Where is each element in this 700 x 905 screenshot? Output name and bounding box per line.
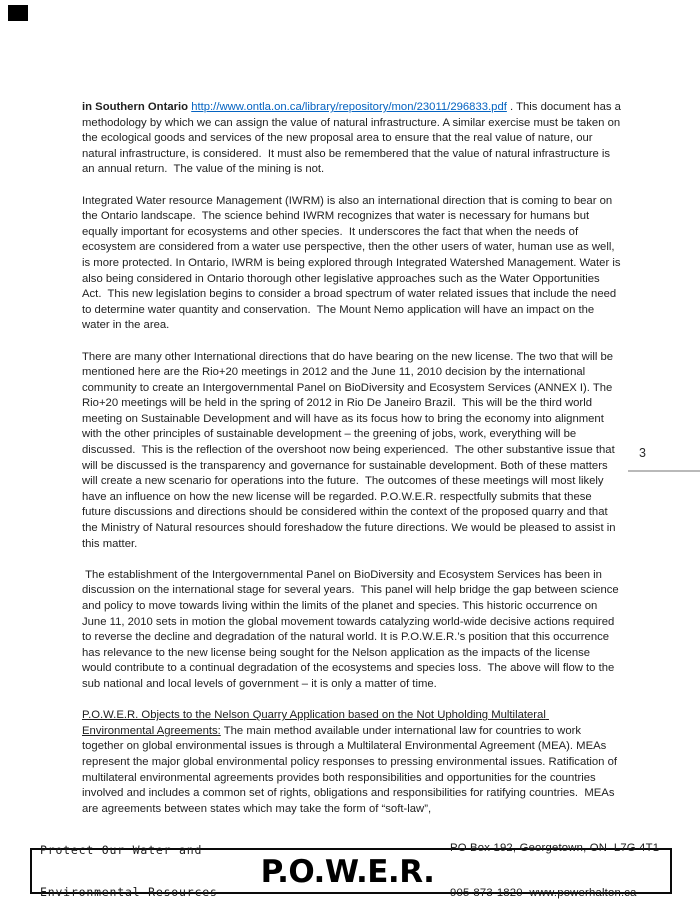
footer-tagline-line2: Environmental Resources <box>40 885 218 899</box>
page-number: 3 <box>639 446 646 460</box>
footer-phone-website-line: 905·873·1820 www.powerhalton.ca <box>450 887 637 899</box>
paragraph-text: The establishment of the Intergovernmental Panel on BioDiversity and Ecosystem Services has been in discussion on the international stage for several years. This panel will help bridge the gap between science and policy to move towards living within the limits of the planet and species. This historic occurrence on June 11, 2010 sets in motion the global movement towards catalyzing world-wide decisive actions required to reverse the decline and degradation of the natural world. It is P.O.W.E.R.’s position that this occurrence has relevance to the new license being sought for the Nelson application as the impacts of the license would contribute to a continual degradation of the ecosystems and species loss. The above will flow to the sub national and local levels of government – it is only a matter of time. <box>82 568 622 690</box>
page-number-rule <box>628 470 700 472</box>
footer-logo-banner <box>30 842 672 899</box>
scan-artifact-mark <box>8 5 28 21</box>
paragraph-international-directions <box>82 350 621 553</box>
ontla-report-link[interactable]: http://www.ontla.on.ca/library/repository/mon/23011/296833.pdf <box>191 101 507 113</box>
footer-tagline-line1: Protect Our Water and <box>40 843 203 857</box>
paragraph-text: There are many other International directions that do have bearing on the new license. The two that will be mentioned here are the Rio+20 meetings in 2012 and the June 11, 2010 decision by the international community to create an Intergovernmental Panel on BioDiversity and Ecosystem Services (ANNEX I). The Rio+20 meetings will be held in the spring of 2012 in Rio De Janeiro Brazil. This will be the third world meeting on Sustainable Development and will have as its focus how to bring the economy into alignment with the other principles of sustainable development – the greening of jobs, work, everything will be discussed. This is the reflection of the overshoot now being experienced. The other substantive issue that will be discussed is the transparency and governance for sustainable development. Both of these matters will create a new scenario for operations into the future. The outcomes of these meetings will most likely have an influence on how the new license will be regarded. P.O.W.E.R. respectfully submits that these future discussions and directions should be considered within the context of the proposed quarry and that the Ministry of Natural resources should foreshadow the future directions. We would be pleased to assist in this matter. <box>82 350 619 550</box>
bold-lead-text: in Southern Ontario <box>82 101 192 113</box>
section-heading-underlined: P.O.W.E.R. Objects to the Nelson Quarry Application based on the Not Upholding Multilateral Environmental Agreements: <box>82 709 549 737</box>
paragraph-text: . This document has a methodology by which we can assign the value of natural infrastructure. A similar exercise must be taken on the ecological goods and services of the new proposal area to ensure that the real value of nature, our natural infrastructure, is considered. It must also be remembered that the value of natural infrastructure is an annual return. The value of the mining is not. <box>82 101 625 176</box>
paragraph-iwrm <box>82 194 624 334</box>
footer-contact <box>450 811 670 905</box>
document-body <box>82 100 625 833</box>
paragraph-ipbes <box>82 568 621 693</box>
paragraph-mea-objection <box>82 708 621 817</box>
paragraph-text: Integrated Water resource Management (IWRM) is also an international direction that is coming to bear on the Ontario landscape. The science behind IWRM recognizes that water is necessary for humans but equally important for ecosystems and other species. It underscores the fact that when the needs of ecosystem are considered from a water use perspective, then the other users of water, human use as well, is more protected. In Ontario, IWRM is being explored through Integrated Watershed Management. Water is also being considered in Ontario thorough other legislative approaches such as the Water Opportunities Act. This new legislation begins to consider a broad spectrum of water related issues that include the need to determine water quantity and conservation. The Mount Nemo application will have an impact on the water in the area. <box>82 194 624 332</box>
footer-address-line: PO Box 192, Georgetown, ON L7G 4T1 <box>450 842 660 854</box>
power-logo: P.O.W.E.R. <box>260 854 435 890</box>
paragraph-natural-infrastructure <box>82 100 625 178</box>
paragraph-text: The main method available under international law for countries to work together on global environmental issues is through a Multilateral Environmental Agreement (MEA). MEAs represent the major global environmental policy responses to pressing environmental issues. Ratification of multilateral environmental agreements provides both responsibilities and opportunities for the countries involved and includes a common set of rights, obligations and responsibilities for ratifying countries. MEAs are agreements between states which may take the form of “soft-law”, <box>82 724 621 815</box>
footer-tagline <box>32 815 245 905</box>
